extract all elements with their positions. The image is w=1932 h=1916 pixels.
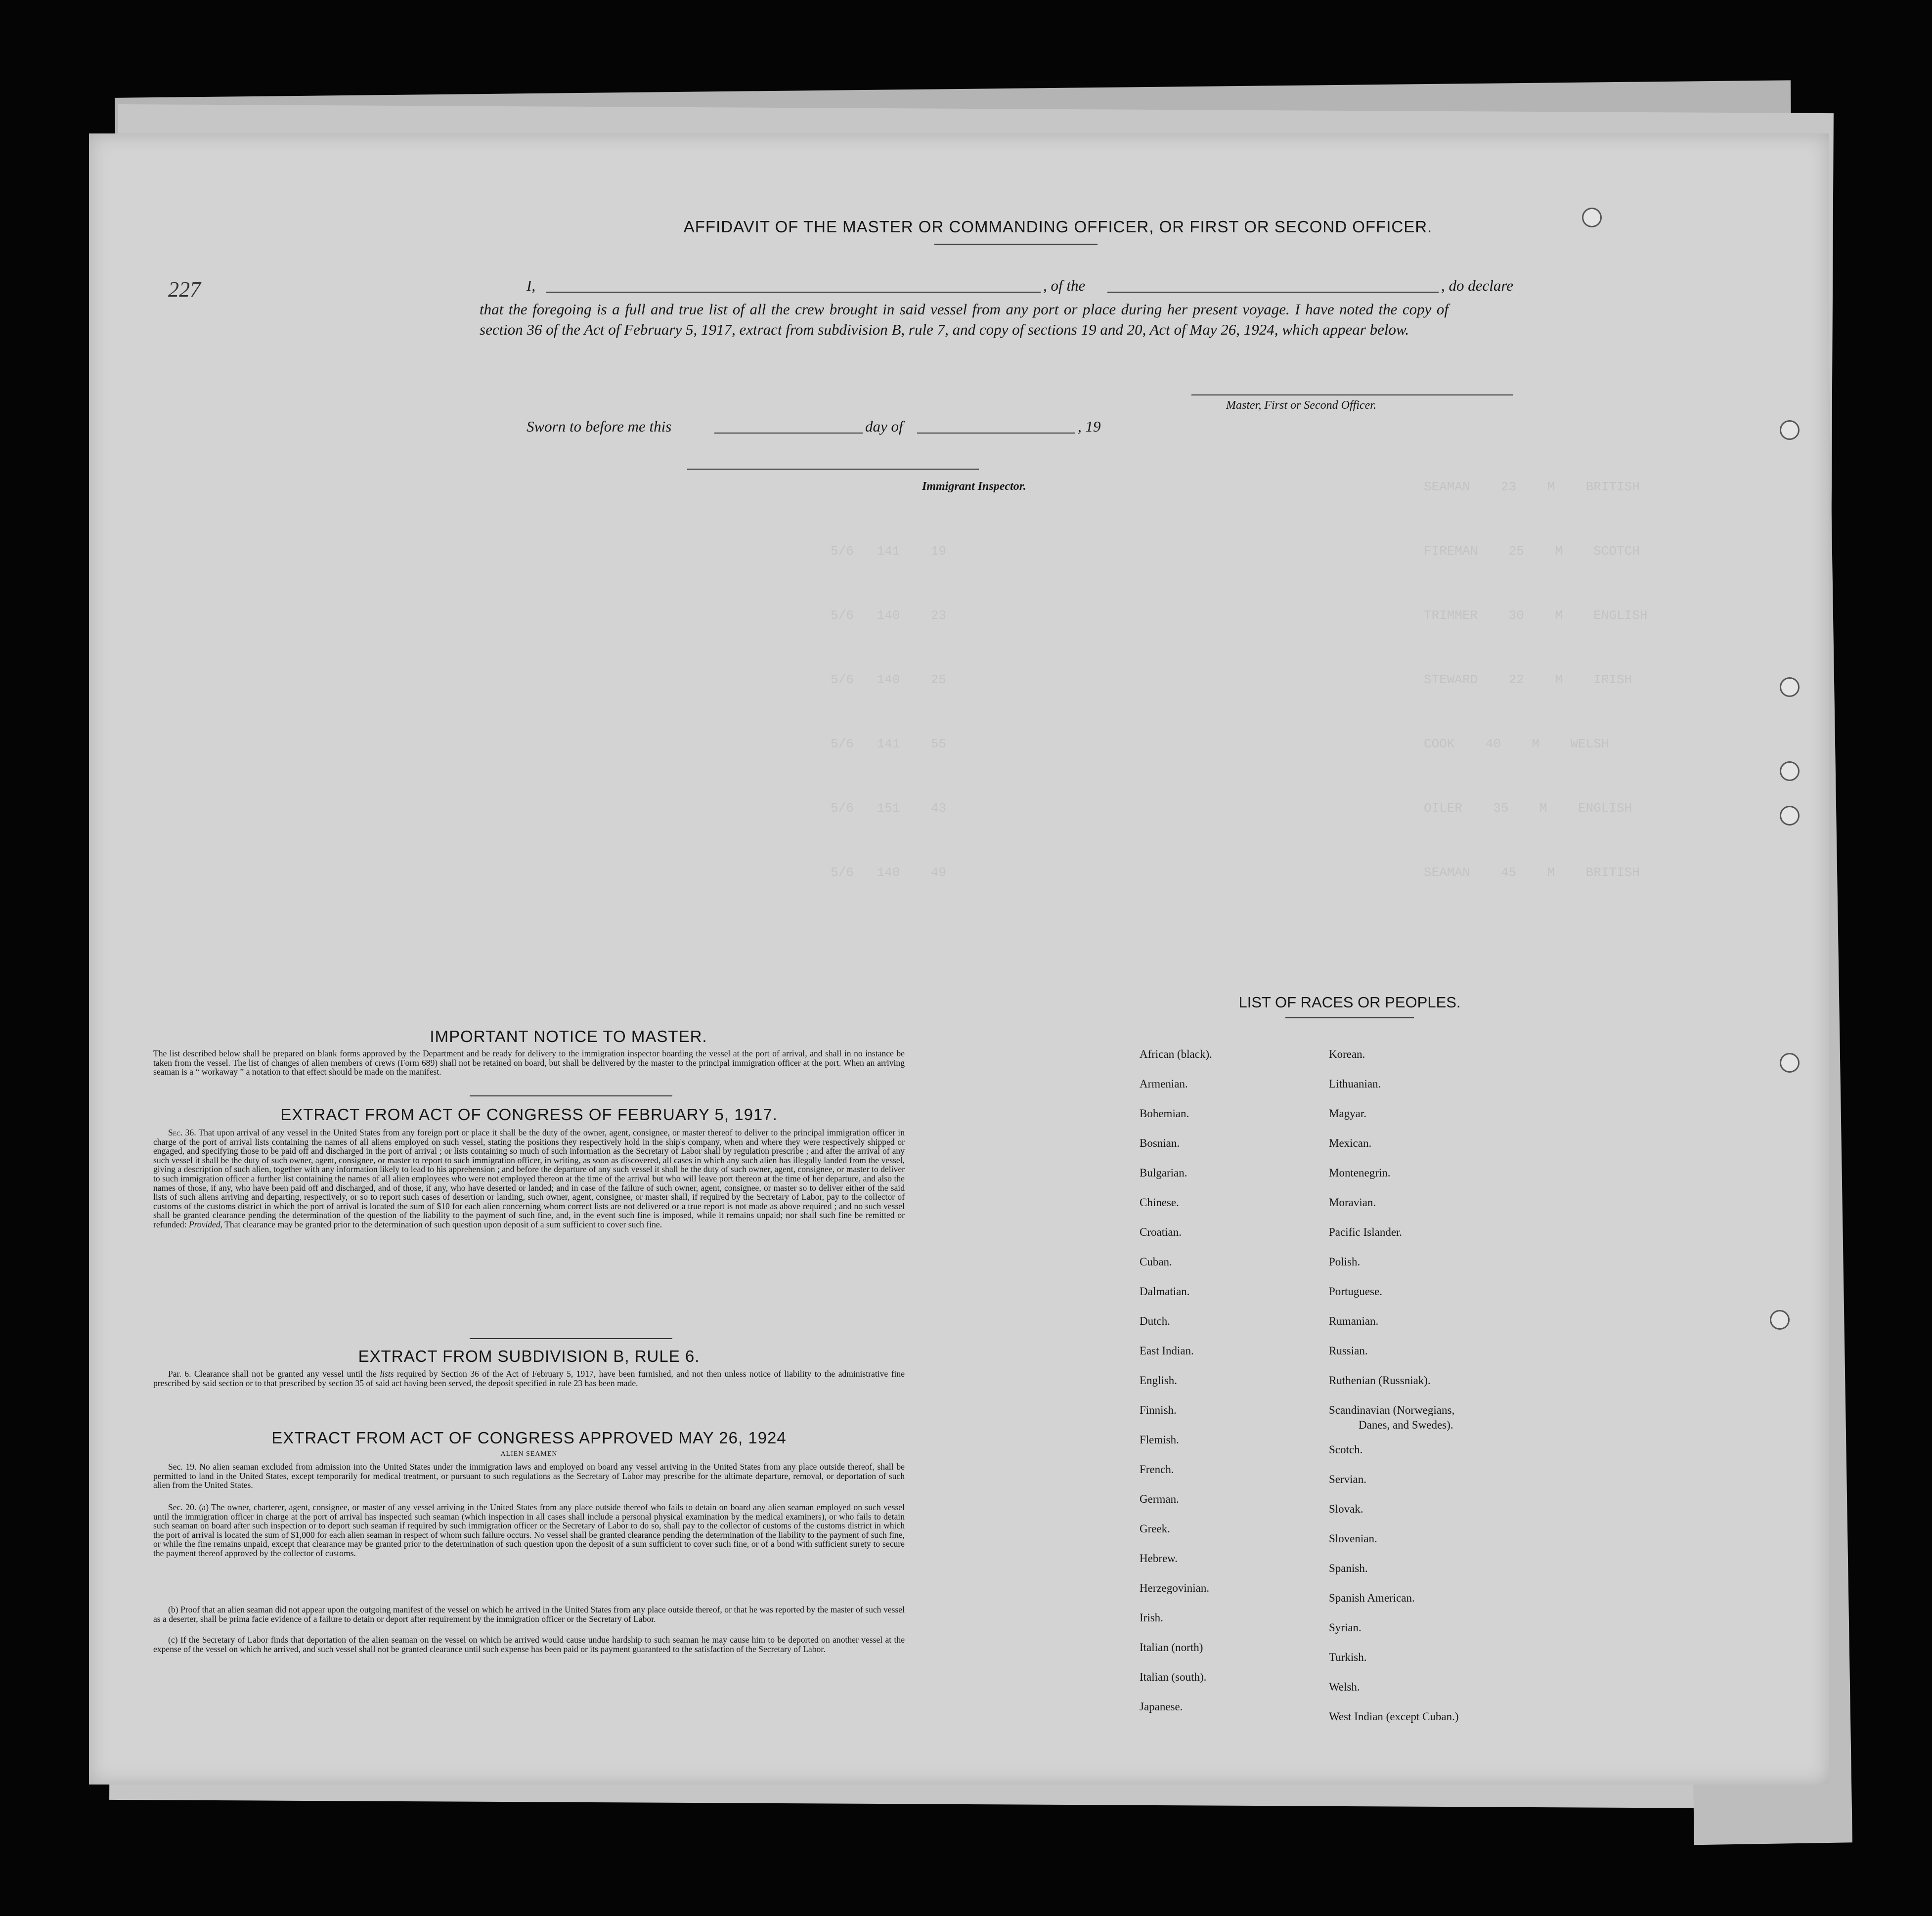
extract-rule6-text	[153, 1369, 905, 1388]
race-item: Finnish.	[1140, 1404, 1177, 1416]
race-item: Welsh.	[1329, 1681, 1360, 1693]
race-item: Korean.	[1329, 1048, 1365, 1060]
race-item-continuation: Danes, and Swedes).	[1359, 1419, 1453, 1431]
inspector-signature-line	[687, 469, 979, 470]
sworn-day-blank	[714, 433, 863, 434]
race-item: Flemish.	[1140, 1434, 1179, 1446]
race-item: Irish.	[1140, 1611, 1163, 1624]
affidavit-body: that the foregoing is a full and true list of all the crew brought in said vessel from any port or place during her present voyage. I have noted the copy of section 36 of the Act of February 5, 1917, extract from subdivision B, rule 7, and copy of sections 19 and 20, Act of May 26, 1924, which appear below.	[480, 301, 1449, 338]
title-rule	[1285, 1017, 1414, 1018]
race-item: Slovak.	[1329, 1503, 1363, 1515]
race-item: Bohemian.	[1140, 1107, 1189, 1120]
race-item: Croatian.	[1140, 1226, 1182, 1238]
sec-20a-text	[153, 1503, 905, 1558]
race-item: French.	[1140, 1463, 1174, 1476]
notice-title: IMPORTANT NOTICE TO MASTER.	[430, 1027, 707, 1045]
race-item: Italian (north)	[1140, 1641, 1203, 1654]
day-of-label: day of	[865, 418, 903, 435]
race-item: Montenegrin.	[1329, 1167, 1391, 1179]
race-item: Greek.	[1140, 1523, 1170, 1535]
race-item: Mexican.	[1329, 1137, 1372, 1149]
race-item: Lithuanian.	[1329, 1078, 1381, 1090]
sec-20-label: Sec. 20.	[168, 1502, 197, 1512]
sec-19-label: Sec. 19.	[168, 1462, 197, 1472]
race-item: Bulgarian.	[1140, 1167, 1187, 1179]
binder-ring-icon	[1780, 677, 1800, 697]
binder-ring-icon	[1770, 1310, 1790, 1330]
year-label: , 19	[1078, 418, 1101, 435]
race-item: Scandinavian (Norwegians,	[1329, 1404, 1455, 1416]
race-item: Turkish.	[1329, 1651, 1367, 1663]
binder-ring-icon	[1780, 1053, 1800, 1073]
sec-19-text	[153, 1462, 905, 1490]
master-signature-line	[1191, 394, 1513, 395]
alien-seamen-subtitle: ALIEN SEAMEN	[500, 1450, 558, 1458]
proviso-text: That clearance may be granted prior to the determination of such question upon deposit of a sum sufficient to cover such fine.	[224, 1219, 662, 1229]
race-item: West Indian (except Cuban.)	[1329, 1710, 1459, 1723]
name-blank	[546, 292, 1041, 293]
race-item: Ruthenian (Russniak).	[1329, 1374, 1431, 1387]
race-item: Pacific Islander.	[1329, 1226, 1403, 1238]
race-item: Dutch.	[1140, 1315, 1170, 1327]
race-item: Japanese.	[1140, 1700, 1183, 1713]
race-item: Polish.	[1329, 1256, 1361, 1268]
race-item: German.	[1140, 1493, 1179, 1505]
race-item: Chinese.	[1140, 1196, 1179, 1209]
sec-36-label: Sec. 36.	[168, 1128, 196, 1137]
bleed-through: SEAMAN 23 M BRITISH FIREMAN 25 M SCOTCH TRIMMER 30 M ENGLISH STEWARD 22 M IRISH COOK 40 M WELSH OILER 35 M ENGLISH SEAMAN 45 M BRITISH 5/6 141 19 5/6 140 23 5/6 140 25 5/6 141 55 5/6 151 43 5/6 140 49	[831, 479, 1648, 880]
notice-text: The list described below shall be prepared on blank forms approved by the Department and be ready for delivery to the immigration inspector boarding the vessel at the port of arrival, and shall in no instance be taken from the vessel. The list of changes of alien members of crews (Form 689) shall not be retained on board, but shall be delivered by the master to the principal immigration officer at the port. When an arriving seaman is a “ workaway ” a notation to that effect should be made on the manifest.	[153, 1048, 905, 1077]
sec-19-body: No alien seaman excluded from admission into the United States under the immigration laws and employed on board any vessel arriving in the United States from any place outside thereof, shall be permitted to land in the United States, except temporarily for medical treatment, or pursuant to such regulations as the Secretary of Labor may prescribe for the ultimate departure, removal, or deportation of such alien from the United States.	[153, 1462, 905, 1490]
sec-20b-text: (b) Proof that an alien seaman did not appear upon the outgoing manifest of the vessel on which he arrived in the United States from any place outside thereof, or that he was reported by the master of such vessel as a deserter, shall be prima facie evidence of a failure to detain or deport after requirement by the immigration officer or the Secretary of Labor.	[153, 1605, 905, 1624]
rule6-text-a: Clearance shall not be granted any vessel until the	[194, 1369, 377, 1379]
extract-rule6-title: EXTRACT FROM SUBDIVISION B, RULE 6.	[358, 1347, 700, 1365]
race-item: English.	[1140, 1374, 1178, 1387]
affidavit-title: AFFIDAVIT OF THE MASTER OR COMMANDING OFFICER, OR FIRST OR SECOND OFFICER.	[683, 218, 1433, 236]
sworn-label: Sworn to before me this	[527, 418, 672, 435]
race-item: Bosnian.	[1140, 1137, 1180, 1149]
race-item: Magyar.	[1329, 1107, 1367, 1120]
document-page	[89, 133, 1829, 1785]
affidavit-i: I,	[527, 277, 536, 294]
divider	[470, 1095, 672, 1096]
sec-20a-body: (a) The owner, charterer, agent, consignee, or master of any vessel arriving in the United States from any place outside thereof who fails to detain on board any alien seaman employed on such vessel until the immigration officer in charge at the port of arrival has inspected such seaman (which inspection in all cases shall include a personal physical examination by the medical examiners), or who fails to detain such seaman on board after such inspection or to deport such seaman if required by such immigration officer or the Secretary of Labor to do so, shall pay to the collector of customs of the customs district in which the port of arrival is located the sum of $1,000 for each alien seaman in respect of whom such failure occurs. No vessel shall be granted clearance pending the determination of the liability to the payment of such fine, or while the fine remains unpaid, except that clearance may be granted prior to the determination of such question upon the deposit of a sum sufficient to cover such fine, or of a bond with sufficient surety to secure the payment thereof approved by the collector of customs.	[153, 1502, 905, 1558]
race-item: Cuban.	[1140, 1256, 1172, 1268]
divider	[470, 1338, 672, 1339]
binder-ring-icon	[1780, 761, 1800, 781]
affidavit-of-the: , of the	[1043, 277, 1086, 294]
binder-ring-icon	[1582, 208, 1602, 227]
race-item: African (black).	[1140, 1048, 1212, 1060]
race-item: Servian.	[1329, 1473, 1367, 1485]
race-item: Spanish American.	[1329, 1592, 1415, 1604]
race-item: Russian.	[1329, 1345, 1368, 1357]
affidavit-do-declare: , do declare	[1441, 277, 1514, 294]
race-item: Hebrew.	[1140, 1552, 1178, 1565]
lists-word: lists	[380, 1369, 394, 1379]
race-item: Italian (south).	[1140, 1671, 1207, 1683]
race-item: Rumanian.	[1329, 1315, 1379, 1327]
race-item: Moravian.	[1329, 1196, 1376, 1209]
extract-1917-text	[153, 1128, 905, 1229]
race-item: Herzegovinian.	[1140, 1582, 1210, 1594]
races-title: LIST OF RACES OR PEOPLES.	[1238, 994, 1461, 1011]
sec-20c-text: (c) If the Secretary of Labor finds that deportation of the alien seaman on the vessel on which he arrived would cause undue hardship to such seaman he may cause him to be deported on another vessel at the expense of the vessel on which he arrived, and such vessel shall not be granted clearance until such expense has been paid or its payment guaranteed to the satisfaction of the Secretary of Labor.	[153, 1635, 905, 1654]
month-blank	[917, 433, 1075, 434]
vessel-blank	[1107, 292, 1439, 293]
binder-ring-icon	[1780, 420, 1800, 440]
par-6-label: Par. 6.	[168, 1369, 191, 1379]
race-item: Armenian.	[1140, 1078, 1188, 1090]
extract-1917-title: EXTRACT FROM ACT OF CONGRESS OF FEBRUARY 5, 1917.	[280, 1105, 778, 1124]
binder-ring-icon	[1780, 806, 1800, 826]
master-label: Master, First or Second Officer.	[1226, 399, 1376, 412]
sec-36-body: That upon arrival of any vessel in the United States from any foreign port or place it shall be the duty of the owner, agent, consignee, or master thereof to deliver to the principal immigration officer in charge of the port of arrival lists containing the names of all aliens employed on such vessel, stating the positions they respectively hold in the ship's company, when and where they were respectively shipped or engaged, and specifying those to be paid off and discharged in the port of arrival ; or lists containing so much of such information as the Secretary of Labor shall by regulation prescribe ; and after the arrival of any such vessel it shall be the duty of such owner, agent, consignee, or master to report to such immigration officer, in writing, as soon as discovered, all cases in which any such alien has illegally landed from the vessel, giving a description of such alien, together with any information likely to lead to his apprehension ; and before the departure of any such vessel it shall be the duty of such owner, agent, consignee, or master to deliver to such immigration officer a further list containing the names of all alien employees who were not employed thereon at the time of the arrival but who will leave port thereon at the time of her departure, and also the names of those, if any, who have been paid off and discharged, and of those, if any, who have deserted or landed; and in case of the failure of such owner, agent, consignee, or master so to deliver either of the said lists of such aliens arriving and departing, respectively, or so to report such cases of desertion or landing, such owner, agent, consignee, or master shall, if required by the Secretary of Labor, pay to the collector of customs of the customs district in which the port of arrival is located the sum of $10 for each alien concerning whom correct lists are not delivered or a true report is not made as above required ; and no such vessel shall be granted clearance pending the determination of the question of the liability to the payment of such fine, and, in the event such fine is imposed, while it remains unpaid; nor shall such fine be remitted or refunded:	[153, 1128, 905, 1229]
rule6-text-b: required by Section 36 of the Act of February 5, 1917, have been furnished, and not then unless notice of liability to the administrative fine prescribed by said section or to that prescribed by section 35 of said act having been served, the deposit specified in rule 23 has been made.	[153, 1369, 905, 1388]
race-item: Dalmatian.	[1140, 1285, 1190, 1298]
race-item: East Indian.	[1140, 1345, 1194, 1357]
race-item: Slovenian.	[1329, 1532, 1377, 1545]
race-item: Syrian.	[1329, 1621, 1361, 1634]
race-item: Portuguese.	[1329, 1285, 1382, 1298]
inspector-label: Immigrant Inspector.	[922, 480, 1026, 493]
race-item: Spanish.	[1329, 1562, 1368, 1574]
extract-1924-title: EXTRACT FROM ACT OF CONGRESS APPROVED MAY 26, 1924	[271, 1429, 787, 1447]
margin-note: 227	[168, 277, 201, 302]
proviso-word: Provided,	[188, 1219, 223, 1229]
title-rule	[934, 244, 1098, 245]
race-item: Scotch.	[1329, 1443, 1363, 1456]
